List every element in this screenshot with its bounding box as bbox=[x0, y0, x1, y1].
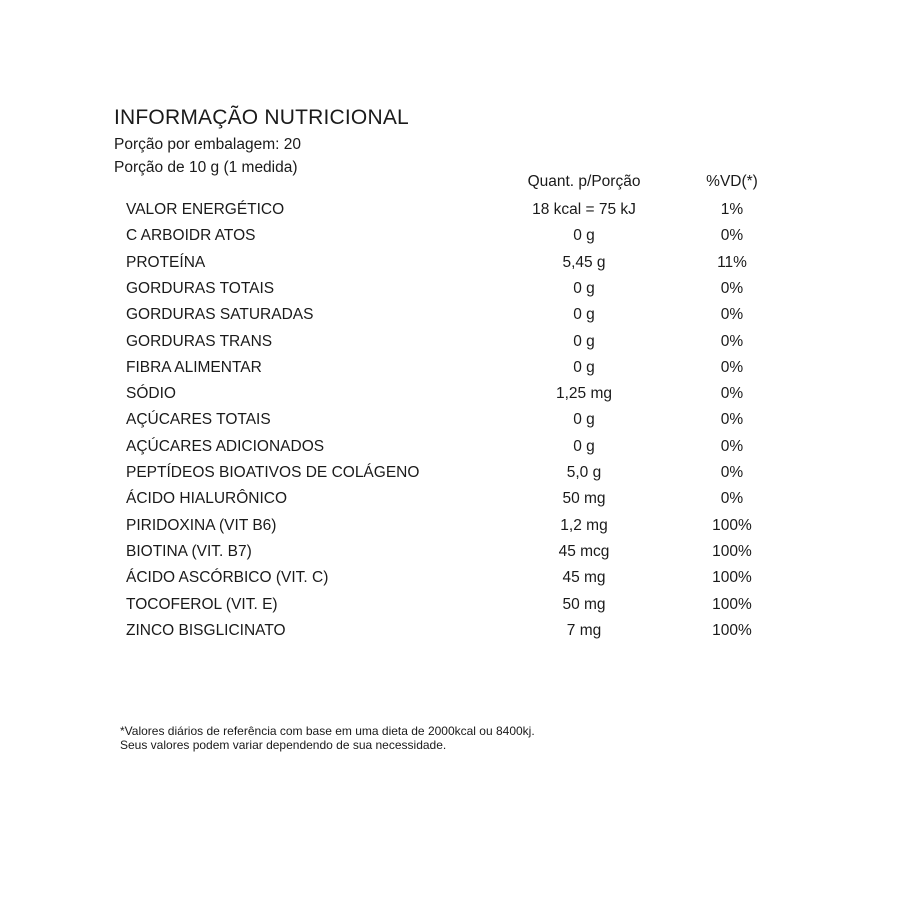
nutrient-daily-value: 0% bbox=[720, 490, 744, 507]
nutrient-row bbox=[0, 278, 900, 300]
nutrient-amount: 5,0 g bbox=[566, 464, 602, 481]
nutrient-row bbox=[0, 515, 900, 537]
nutrient-name: C ARBOIDR ATOS bbox=[126, 227, 256, 244]
nutrient-amount: 0 g bbox=[573, 411, 595, 428]
nutrient-daily-value: 0% bbox=[720, 464, 744, 481]
nutrient-row bbox=[0, 409, 900, 431]
nutrient-daily-value: 0% bbox=[720, 227, 744, 244]
nutrient-amount: 5,45 g bbox=[562, 254, 606, 271]
nutrient-daily-value: 100% bbox=[712, 543, 752, 560]
nutrient-name: PROTEÍNA bbox=[126, 254, 206, 271]
nutrient-daily-value: 0% bbox=[720, 306, 744, 323]
column-header-daily-value: %VD(*) bbox=[706, 173, 758, 190]
nutrient-name: AÇÚCARES ADICIONADOS bbox=[126, 438, 325, 455]
nutrient-name: ÁCIDO ASCÓRBICO (VIT. C) bbox=[126, 569, 329, 586]
nutrient-daily-value: 100% bbox=[712, 622, 752, 639]
nutrient-amount: 0 g bbox=[573, 359, 595, 376]
nutrient-amount: 45 mg bbox=[562, 569, 606, 586]
nutrient-amount: 50 mg bbox=[562, 596, 606, 613]
nutrient-daily-value: 100% bbox=[712, 569, 752, 586]
footnote-line-1: *Valores diários de referência com base em uma dieta de 2000kcal ou 8400kj. bbox=[120, 724, 535, 738]
footnote-line-2: Seus valores podem variar dependendo de sua necessidade. bbox=[120, 738, 447, 752]
nutrient-amount: 45 mcg bbox=[558, 543, 610, 560]
nutrient-row bbox=[0, 252, 900, 274]
nutrient-name: PEPTÍDEOS BIOATIVOS DE COLÁGENO bbox=[126, 464, 420, 481]
nutrient-daily-value: 0% bbox=[720, 385, 744, 402]
servings-per-package: Porção por embalagem: 20 bbox=[114, 136, 301, 153]
nutrient-amount: 0 g bbox=[573, 306, 595, 323]
nutrient-name: ZINCO BISGLICINATO bbox=[126, 622, 286, 639]
nutrient-name: PIRIDOXINA (VIT B6) bbox=[126, 517, 277, 534]
nutrient-row bbox=[0, 436, 900, 458]
label-title: INFORMAÇÃO NUTRICIONAL bbox=[114, 106, 409, 129]
nutrient-daily-value: 100% bbox=[712, 517, 752, 534]
nutrient-name: GORDURAS TOTAIS bbox=[126, 280, 275, 297]
nutrient-name: VALOR ENERGÉTICO bbox=[126, 201, 285, 218]
nutrient-daily-value: 0% bbox=[720, 438, 744, 455]
nutrient-amount: 18 kcal = 75 kJ bbox=[532, 201, 636, 218]
nutrient-row bbox=[0, 462, 900, 484]
nutrient-row bbox=[0, 594, 900, 616]
nutrient-row bbox=[0, 620, 900, 642]
nutrient-name: FIBRA ALIMENTAR bbox=[126, 359, 262, 376]
nutrient-row bbox=[0, 357, 900, 379]
nutrient-daily-value: 1% bbox=[720, 201, 744, 218]
nutrient-name: ÁCIDO HIALURÔNICO bbox=[126, 490, 288, 507]
nutrient-row bbox=[0, 541, 900, 563]
nutrient-amount: 0 g bbox=[573, 438, 595, 455]
nutrient-daily-value: 100% bbox=[712, 596, 752, 613]
nutrient-amount: 0 g bbox=[573, 280, 595, 297]
nutrient-row bbox=[0, 567, 900, 589]
column-header-amount: Quant. p/Porção bbox=[527, 173, 641, 190]
nutrient-daily-value: 0% bbox=[720, 333, 744, 350]
nutrient-row bbox=[0, 199, 900, 221]
nutrient-amount: 0 g bbox=[573, 227, 595, 244]
nutrient-name: GORDURAS SATURADAS bbox=[126, 306, 314, 323]
nutrient-row bbox=[0, 304, 900, 326]
nutrient-name: BIOTINA (VIT. B7) bbox=[126, 543, 252, 560]
nutrient-amount: 1,2 mg bbox=[560, 517, 608, 534]
nutrient-name: SÓDIO bbox=[126, 385, 176, 402]
nutrient-name: AÇÚCARES TOTAIS bbox=[126, 411, 271, 428]
nutrient-daily-value: 0% bbox=[720, 280, 744, 297]
nutrient-row bbox=[0, 225, 900, 247]
nutrient-row bbox=[0, 331, 900, 353]
nutrient-row bbox=[0, 488, 900, 510]
nutrient-amount: 50 mg bbox=[562, 490, 606, 507]
nutrient-daily-value: 0% bbox=[720, 359, 744, 376]
nutrient-amount: 1,25 mg bbox=[555, 385, 613, 402]
nutrient-row bbox=[0, 383, 900, 405]
nutrient-daily-value: 0% bbox=[720, 411, 744, 428]
nutrient-amount: 0 g bbox=[573, 333, 595, 350]
serving-size: Porção de 10 g (1 medida) bbox=[114, 159, 298, 176]
nutrient-amount: 7 mg bbox=[566, 622, 602, 639]
nutrient-name: TOCOFEROL (VIT. E) bbox=[126, 596, 278, 613]
nutrient-name: GORDURAS TRANS bbox=[126, 333, 273, 350]
nutrient-daily-value: 11% bbox=[717, 254, 747, 271]
